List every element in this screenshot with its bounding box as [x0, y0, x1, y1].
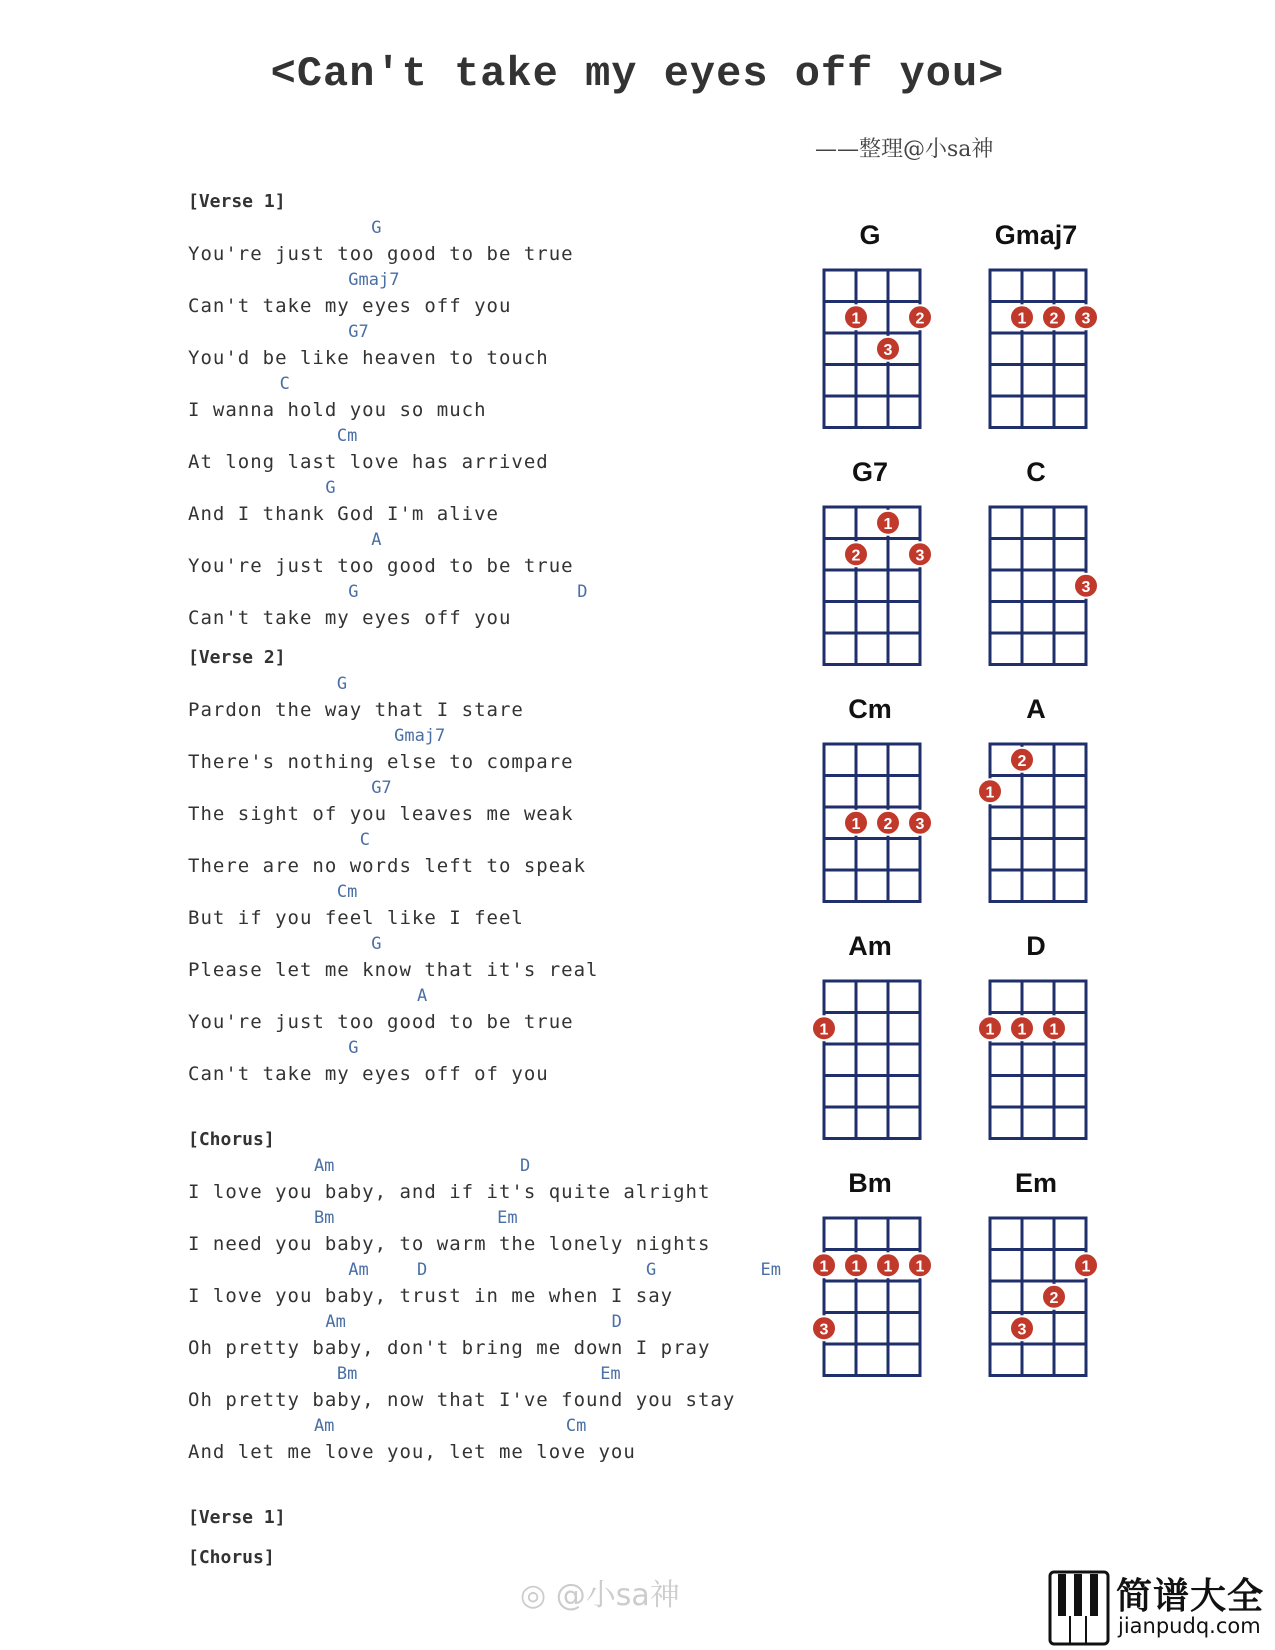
chord-symbol: Gmaj7: [348, 270, 400, 290]
chord-symbol: G: [371, 934, 382, 954]
finger-number: 2: [851, 547, 861, 565]
chord-symbol: Am: [348, 1260, 369, 1280]
section-label: [Verse 2]: [188, 647, 286, 668]
chord-diagram-name: C: [1026, 457, 1046, 487]
chord-line: [188, 319, 808, 345]
chord-symbol: Cm: [565, 1416, 587, 1436]
chord-line: [188, 1153, 808, 1179]
chord-diagram: [800, 220, 940, 440]
chord-diagrams: [800, 220, 1160, 1440]
finger-number: 1: [1049, 1021, 1059, 1039]
finger-number: 1: [985, 1021, 995, 1039]
chord-symbol: G: [348, 1038, 359, 1058]
chord-diagram: [966, 1168, 1106, 1388]
fretboard-grid: [966, 258, 1106, 438]
lyric-line: Can't take my eyes off you: [188, 607, 512, 629]
fretboard-grid: [800, 258, 940, 438]
finger-number: 1: [1017, 310, 1027, 328]
chord-line: [188, 423, 808, 449]
chord-line: [188, 1309, 808, 1335]
lyric-line: And let me love you, let me love you: [188, 1441, 636, 1463]
weibo-watermark: [520, 1570, 680, 1614]
finger-number: 2: [1049, 310, 1059, 328]
chord-line: [188, 983, 808, 1009]
lyric-line: I love you baby, and if it's quite alright: [188, 1181, 711, 1203]
chord-line: [188, 579, 808, 605]
fretboard-frame: [990, 744, 1086, 902]
chord-line: [188, 1361, 808, 1387]
chord-diagram: [800, 457, 940, 677]
chord-symbol: A: [417, 986, 428, 1006]
chord-diagram-name: Am: [848, 931, 892, 961]
chord-line: [188, 1257, 808, 1283]
chord-diagram-name: G: [859, 220, 881, 250]
chord-symbol: G: [336, 674, 348, 694]
chord-symbol: G: [646, 1260, 657, 1280]
finger-number: 3: [915, 815, 925, 833]
chord-line: [188, 723, 808, 749]
chord-symbol: D: [577, 582, 588, 602]
chord-line: [188, 1413, 808, 1439]
chord-symbol: A: [371, 530, 382, 550]
lyric-line: And I thank God I'm alive: [188, 503, 499, 525]
finger-number: 1: [851, 815, 861, 833]
finger-number: 1: [985, 784, 995, 802]
chord-symbol: G: [371, 218, 382, 238]
lyric-line: The sight of you leaves me weak: [188, 803, 574, 825]
chord-diagram: [966, 220, 1106, 440]
fretboard-frame: [990, 981, 1086, 1139]
fretboard-frame: [990, 507, 1086, 665]
fretboard-grid: [966, 1206, 1106, 1386]
finger-number: 3: [1081, 578, 1091, 596]
lyric-line: Oh pretty baby, don't bring me down I pray: [188, 1337, 711, 1359]
finger-number: 1: [819, 1021, 829, 1039]
chord-line: [188, 527, 808, 553]
lyric-line: I wanna hold you so much: [188, 399, 487, 421]
lyric-line: Can't take my eyes off you: [188, 295, 512, 317]
finger-number: 1: [851, 310, 861, 328]
chord-symbol: Am: [313, 1416, 335, 1436]
fretboard-frame: [824, 270, 920, 428]
chord-line: [188, 371, 808, 397]
watermark-title: 简谱大全: [1116, 1576, 1265, 1617]
finger-number: 2: [1049, 1289, 1059, 1307]
chord-symbol: D: [520, 1156, 531, 1176]
weibo-handle: @小sa神: [555, 1578, 680, 1613]
finger-number: 1: [851, 1258, 861, 1276]
chord-symbol: D: [417, 1260, 428, 1280]
chord-diagram-name: Gmaj7: [994, 220, 1078, 250]
chord-symbol: G: [348, 582, 359, 602]
fretboard-grid: [800, 1206, 940, 1386]
fretboard-grid: [966, 495, 1106, 675]
fretboard-grid: [800, 495, 940, 675]
lyric-line: You're just too good to be true: [188, 1011, 574, 1033]
chord-line: [188, 671, 808, 697]
chord-symbol: G: [325, 478, 336, 498]
finger-number: 1: [883, 515, 893, 533]
chord-symbol: Am: [313, 1156, 335, 1176]
lyric-line: Please let me know that it's real: [188, 959, 599, 981]
chord-diagram: [966, 457, 1106, 677]
chord-line: [188, 215, 808, 241]
fretboard-frame: [824, 981, 920, 1139]
chord-symbol: Em: [600, 1364, 621, 1384]
section-label: [Verse 1]: [188, 1507, 286, 1528]
chord-diagram: [800, 1168, 940, 1388]
chord-diagram-name: Bm: [848, 1168, 892, 1198]
lyric-line: There's nothing else to compare: [188, 751, 574, 773]
chord-line: [188, 1035, 808, 1061]
lyric-line: There are no words left to speak: [188, 855, 587, 877]
lyric-line: You're just too good to be true: [188, 555, 574, 577]
chord-symbol: Gmaj7: [394, 726, 446, 746]
finger-number: 3: [915, 547, 925, 565]
fretboard-frame: [990, 1218, 1086, 1376]
section-label: [Verse 1]: [188, 191, 286, 212]
chord-symbol: Am: [325, 1312, 346, 1332]
chord-line: [188, 267, 808, 293]
site-watermark: [1048, 1568, 1273, 1650]
chord-symbol: Cm: [336, 882, 358, 902]
chord-diagram: [800, 931, 940, 1151]
chord-symbol: Em: [760, 1260, 781, 1280]
chord-symbol: Bm: [313, 1208, 335, 1228]
chord-diagram: [966, 931, 1106, 1151]
finger-number: 3: [883, 341, 893, 359]
lyric-line: You're just too good to be true: [188, 243, 574, 265]
chord-symbol: Cm: [336, 426, 358, 446]
arranger-credit: ——整理@小sa神: [815, 137, 994, 162]
chord-symbol: C: [279, 374, 290, 394]
lyric-line: I need you baby, to warm the lonely nights: [188, 1233, 711, 1255]
fretboard-frame: [824, 507, 920, 665]
finger-number: 1: [883, 1258, 893, 1276]
finger-number: 3: [819, 1321, 829, 1339]
finger-number: 1: [1081, 1258, 1091, 1276]
finger-number: 2: [915, 310, 925, 328]
finger-number: 1: [1017, 1021, 1027, 1039]
song-title: <Can't take my eyes off you>: [270, 50, 1005, 98]
finger-number: 3: [1081, 310, 1091, 328]
chord-diagram: [800, 694, 940, 914]
lyric-line: At long last love has arrived: [188, 451, 549, 473]
finger-number: 2: [1017, 752, 1027, 770]
lyrics-sheet: [188, 189, 808, 1571]
chord-diagram-name: G7: [851, 457, 889, 487]
fretboard-frame: [990, 270, 1086, 428]
fretboard-grid: [966, 732, 1106, 912]
chord-line: [188, 879, 808, 905]
chord-diagram-name: A: [1026, 694, 1046, 724]
section-label: [Chorus]: [188, 1129, 275, 1150]
weibo-icon: ◎: [520, 1578, 547, 1613]
watermark-url: jianpudq.com: [1118, 1614, 1261, 1638]
chord-diagram-name: D: [1026, 931, 1046, 961]
fretboard-grid: [800, 732, 940, 912]
section-label: [Chorus]: [188, 1547, 275, 1568]
lyric-line: But if you feel like I feel: [188, 907, 524, 929]
lyric-line: Can't take my eyes off of you: [188, 1063, 549, 1085]
chord-diagram: [966, 694, 1106, 914]
fretboard-grid: [800, 969, 940, 1149]
lyric-line: You'd be like heaven to touch: [188, 347, 549, 369]
chord-symbol: G7: [371, 778, 392, 798]
chord-symbol: Bm: [336, 1364, 358, 1384]
lyric-line: Pardon the way that I stare: [188, 699, 524, 721]
chord-line: [188, 931, 808, 957]
chord-line: [188, 775, 808, 801]
finger-number: 3: [1017, 1321, 1027, 1339]
chord-line: [188, 475, 808, 501]
fretboard-frame: [824, 744, 920, 902]
chord-diagram-name: Cm: [848, 694, 892, 724]
chord-symbol: C: [359, 830, 370, 850]
finger-number: 2: [883, 815, 893, 833]
chord-line: [188, 1205, 808, 1231]
fretboard-grid: [966, 969, 1106, 1149]
finger-number: 1: [819, 1258, 829, 1276]
lyric-line: Oh pretty baby, now that I've found you stay: [188, 1389, 736, 1411]
chord-diagram-name: Em: [1014, 1168, 1058, 1198]
chord-symbol: D: [611, 1312, 622, 1332]
chord-line: [188, 827, 808, 853]
finger-number: 1: [915, 1258, 925, 1276]
chord-symbol: G7: [348, 322, 369, 342]
piano-keys-icon: [1048, 1570, 1110, 1646]
fretboard-frame: [824, 1218, 920, 1376]
lyric-line: I love you baby, trust in me when I say: [188, 1285, 674, 1307]
chord-symbol: Em: [497, 1208, 518, 1228]
